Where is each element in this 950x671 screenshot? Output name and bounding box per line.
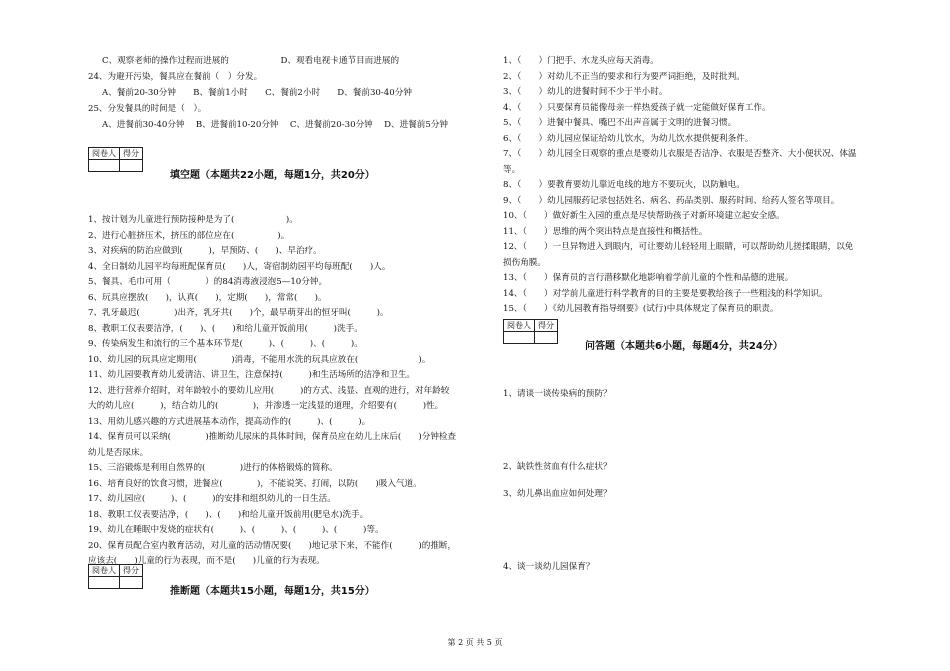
mc-option-line: A、进餐前30-40分钟 B、进餐前10-20分钟 C、进餐前20-30分钟 D、进餐前5分钟 xyxy=(102,120,449,130)
judge-score-table xyxy=(88,564,143,589)
judge-question-line: 15、（ ）《幼儿园教育指导纲要》(试行)中具体规定了保育员的职责。 xyxy=(503,304,779,314)
score-label: 得分 xyxy=(120,148,143,160)
judge-question-line: 7、（ ）幼儿园全日观察的重点是婴幼儿衣服是否洁净、衣服是否整齐、大小便状况、体温 xyxy=(503,149,857,159)
score-cell xyxy=(120,577,143,589)
judge-section-title: 推断题（本题共15小题，每题1分，共15分） xyxy=(170,586,375,597)
judge-question-line: 4、（ ）只要保育员能像母亲一样热爱孩子就一定能做好保育工作。 xyxy=(503,102,771,113)
judge-question-line: 3、（ ）幼儿的进餐时间不少于半小时。 xyxy=(503,87,668,97)
fill-question-line: 17、幼儿园应( )、( )的安排和组织幼儿的一日生活。 xyxy=(88,494,336,504)
judge-question-line: 10、（ ）做好新生入园的重点是尽快帮助孩子对新环境建立起安全感。 xyxy=(503,211,785,221)
fill-question-line: 9、传染病发生和流行的三个基本环节是( )、( )、( )。 xyxy=(88,339,363,349)
judge-question-line: 9、（ ）幼儿园服药记录包括姓名、病名、药品类别、服药时间、给药人签名等项目。 xyxy=(503,195,840,206)
judge-question-line: 14、（ ）对学前儿童进行科学教育的目的主要是要教给孩子一些粗浅的科学知识。 xyxy=(503,288,828,299)
fill-question-line: 11、幼儿园要教育幼儿爱清洁、讲卫生，注意保持( )和生活场所的洁净和卫生。 xyxy=(88,370,416,380)
fill-question-line: 2、进行心脏挤压术，挤压的部位应在( )。 xyxy=(88,230,290,241)
fill-question-line: 4、全日制幼儿园平均每班配保育员( )人，寄宿制幼园平均每班配( )人。 xyxy=(88,261,391,272)
fill-question-line: 应该去( )儿童的行为表现，而不是( )儿童的行为表现。 xyxy=(88,556,325,566)
fill-question-line: 20、保育员配合室内教育活动，对儿童的活动情况要( )地记录下来，不能作( )的推断， xyxy=(88,540,457,551)
judge-question-line: 6、（ ）幼儿园应保证给幼儿饮水，为幼儿饮水提供便利条件。 xyxy=(503,133,754,144)
fill-question-line: 12、进行营养介绍时，对年龄较小的要幼儿应用( )的方式、浅显、直观的进行，对年龄较 xyxy=(88,385,450,396)
fill-question-line: 10、幼儿园的玩具应定期用( )消毒，不能用水洗的玩具应放在( )。 xyxy=(88,354,431,365)
reviewer-label: 阅卷人 xyxy=(89,565,120,577)
qa-question: 4、谈一谈幼儿园保育？ xyxy=(503,562,595,572)
score-label: 得分 xyxy=(120,565,143,577)
fill-question-line: 6、玩具应摆放( )，认真( )，定期( )，常常( )。 xyxy=(88,292,327,303)
fill-question-line: 13、用幼儿感兴趣的方式进展基本动作，提高动作的( )、( )。 xyxy=(88,416,371,427)
fill-score-table xyxy=(88,147,143,172)
score-cell xyxy=(120,160,143,172)
judge-question-line: 损伤角膜。 xyxy=(503,257,546,268)
mc-option-line: A、餐前20-30分钟 B、餐前1小时 C、餐前2小时 D、餐前30-40分钟 xyxy=(102,88,412,98)
qa-score-table xyxy=(503,319,558,344)
judge-question-line: 等。 xyxy=(503,164,521,175)
mc-question: 24、为避开污染，餐具应在餐前（ ）分发。 xyxy=(88,72,263,82)
qa-question: 1、请谈一谈传染病的预防？ xyxy=(503,389,612,399)
fill-question-line: 7、乳牙最迟( )出齐，乳牙共( )个，最早萌芽出的恒牙叫( )。 xyxy=(88,308,389,318)
page-footer: 第 2 页 共 5 页 xyxy=(447,638,503,647)
mc-option-line: C、观察老师的操作过程而进展的 D、观看电视卡通节目而进展的 xyxy=(102,56,400,66)
reviewer-label: 阅卷人 xyxy=(89,148,120,160)
fill-question-line: 8、教职工仪表要洁净，( )、( )和给儿童开饭前用( )洗手。 xyxy=(88,323,363,334)
qa-question: 2、缺铁性贫血有什么症状？ xyxy=(503,462,612,472)
mc-question: 25、分发餐具的时间是（ ）。 xyxy=(88,104,207,114)
fill-section-title: 填空题（本题共22小题，每题1分，共20分） xyxy=(170,170,375,181)
score-label: 得分 xyxy=(535,320,558,332)
reviewer-cell xyxy=(89,160,120,172)
fill-question-line: 19、幼儿在睡眠中发烧的症状有( )、( )、( )、( )等。 xyxy=(88,525,384,535)
judge-question-line: 2、（ ）对幼儿不正当的要求和行为要严词拒绝，及时批判。 xyxy=(503,71,745,82)
fill-question-line: 3、对疾病的防治应做到( )，早预防、( )、早治疗。 xyxy=(88,246,322,256)
fill-question-line: 5、餐具、毛巾可用（ ）的84消毒液浸泡5—10分钟。 xyxy=(88,277,328,287)
judge-question-line: 13、（ ）保育员的言行潜移默化地影响着学前儿童的个性和品德的进展。 xyxy=(503,273,794,283)
score-cell xyxy=(535,332,558,344)
judge-question-line: 1、（ ）门把手、水龙头应每天消毒。 xyxy=(503,56,659,66)
judge-question-line: 11、（ ）思维的两个突出特点是直接性和概括性。 xyxy=(503,226,708,237)
fill-question-line: 大的幼儿应( )，结合幼儿的( )，并渗透一定浅显的道理，介绍要有( )性。 xyxy=(88,401,444,411)
fill-question-line: 16、培育良好的饮食习惯，进餐应( )，不能说笑、打闹，以防( )吸入气道。 xyxy=(88,478,422,489)
reviewer-label: 阅卷人 xyxy=(504,320,535,332)
fill-question-line: 幼儿是否尿床。 xyxy=(88,447,149,458)
judge-question-line: 8、（ ）要教育要幼儿靠近电线的地方不要玩火，以防触电。 xyxy=(503,180,745,190)
reviewer-cell xyxy=(89,577,120,589)
fill-question-line: 18、教职工仪表要洁净，( )、( )和给儿童开饭前用(肥皂水)洗手。 xyxy=(88,509,369,520)
judge-question-line: 5、（ ）进餐中餐具、嘴巴不出声音属于文明的进餐习惯。 xyxy=(503,118,737,128)
qa-section-title: 问答题（本题共6小题，每题4分，共24分） xyxy=(585,341,783,352)
qa-question: 3、幼儿鼻出血应如何处理？ xyxy=(503,489,612,499)
fill-question-line: 1、按计划为儿童进行预防接种是为了( )。 xyxy=(88,215,298,225)
fill-question-line: 15、三浴锻炼是利用自然界的( )进行的体格锻炼的简称。 xyxy=(88,463,338,473)
fill-question-line: 14、保育员可以采纳( )推断幼儿尿床的具体时间，保育员应在幼儿上床后( )分钟检查 xyxy=(88,432,457,442)
judge-question-line: 12、（ ）一旦异物进入到眼内，可让婴幼儿轻轻用上眼睛，可以帮助幼儿搓揉眼睛，以免 xyxy=(503,242,854,252)
reviewer-cell xyxy=(504,332,535,344)
